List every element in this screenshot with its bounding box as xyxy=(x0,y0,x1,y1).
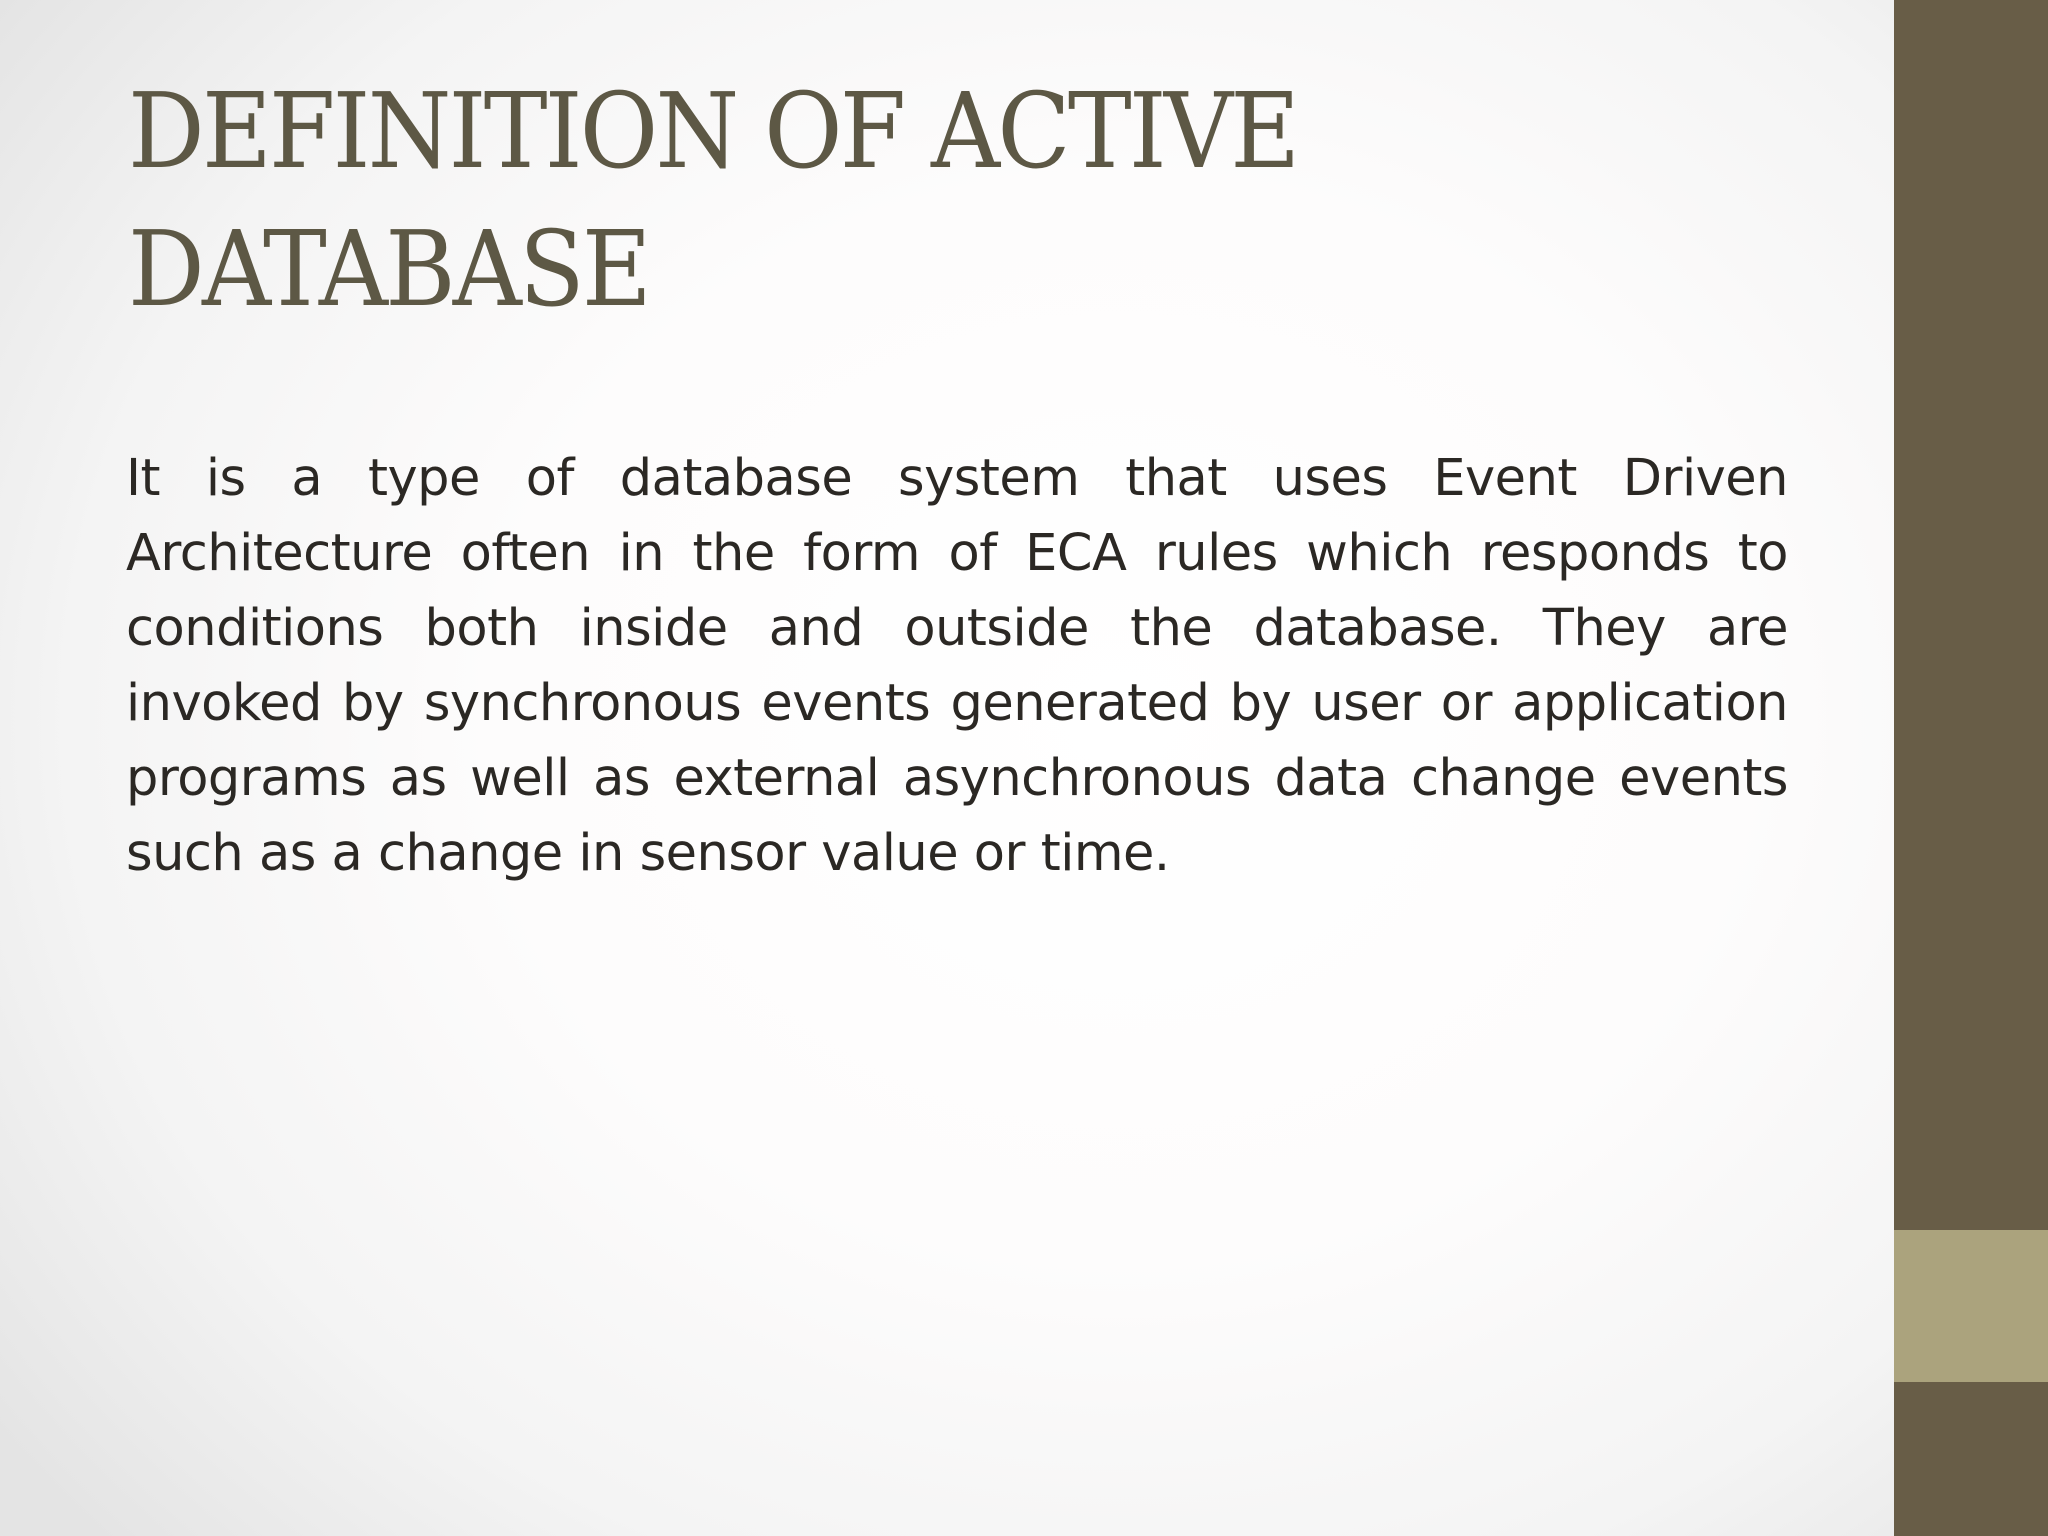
slide-title-line-1: DEFINITION OF ACTIVE xyxy=(128,70,1298,192)
decorative-side-accent xyxy=(1894,1230,2048,1382)
slide-title-line-2: DATABASE xyxy=(128,208,649,330)
slide-title xyxy=(128,62,1692,338)
slide-body-text: It is a type of database system that uses Event Driven Architecture often in the form of ECA rules which responds to conditions both inside and outside the database. They are invoked by synchronous events generated by user or application programs as well as external asynchronous data change events such as a change in sensor value or time. xyxy=(126,449,1788,883)
